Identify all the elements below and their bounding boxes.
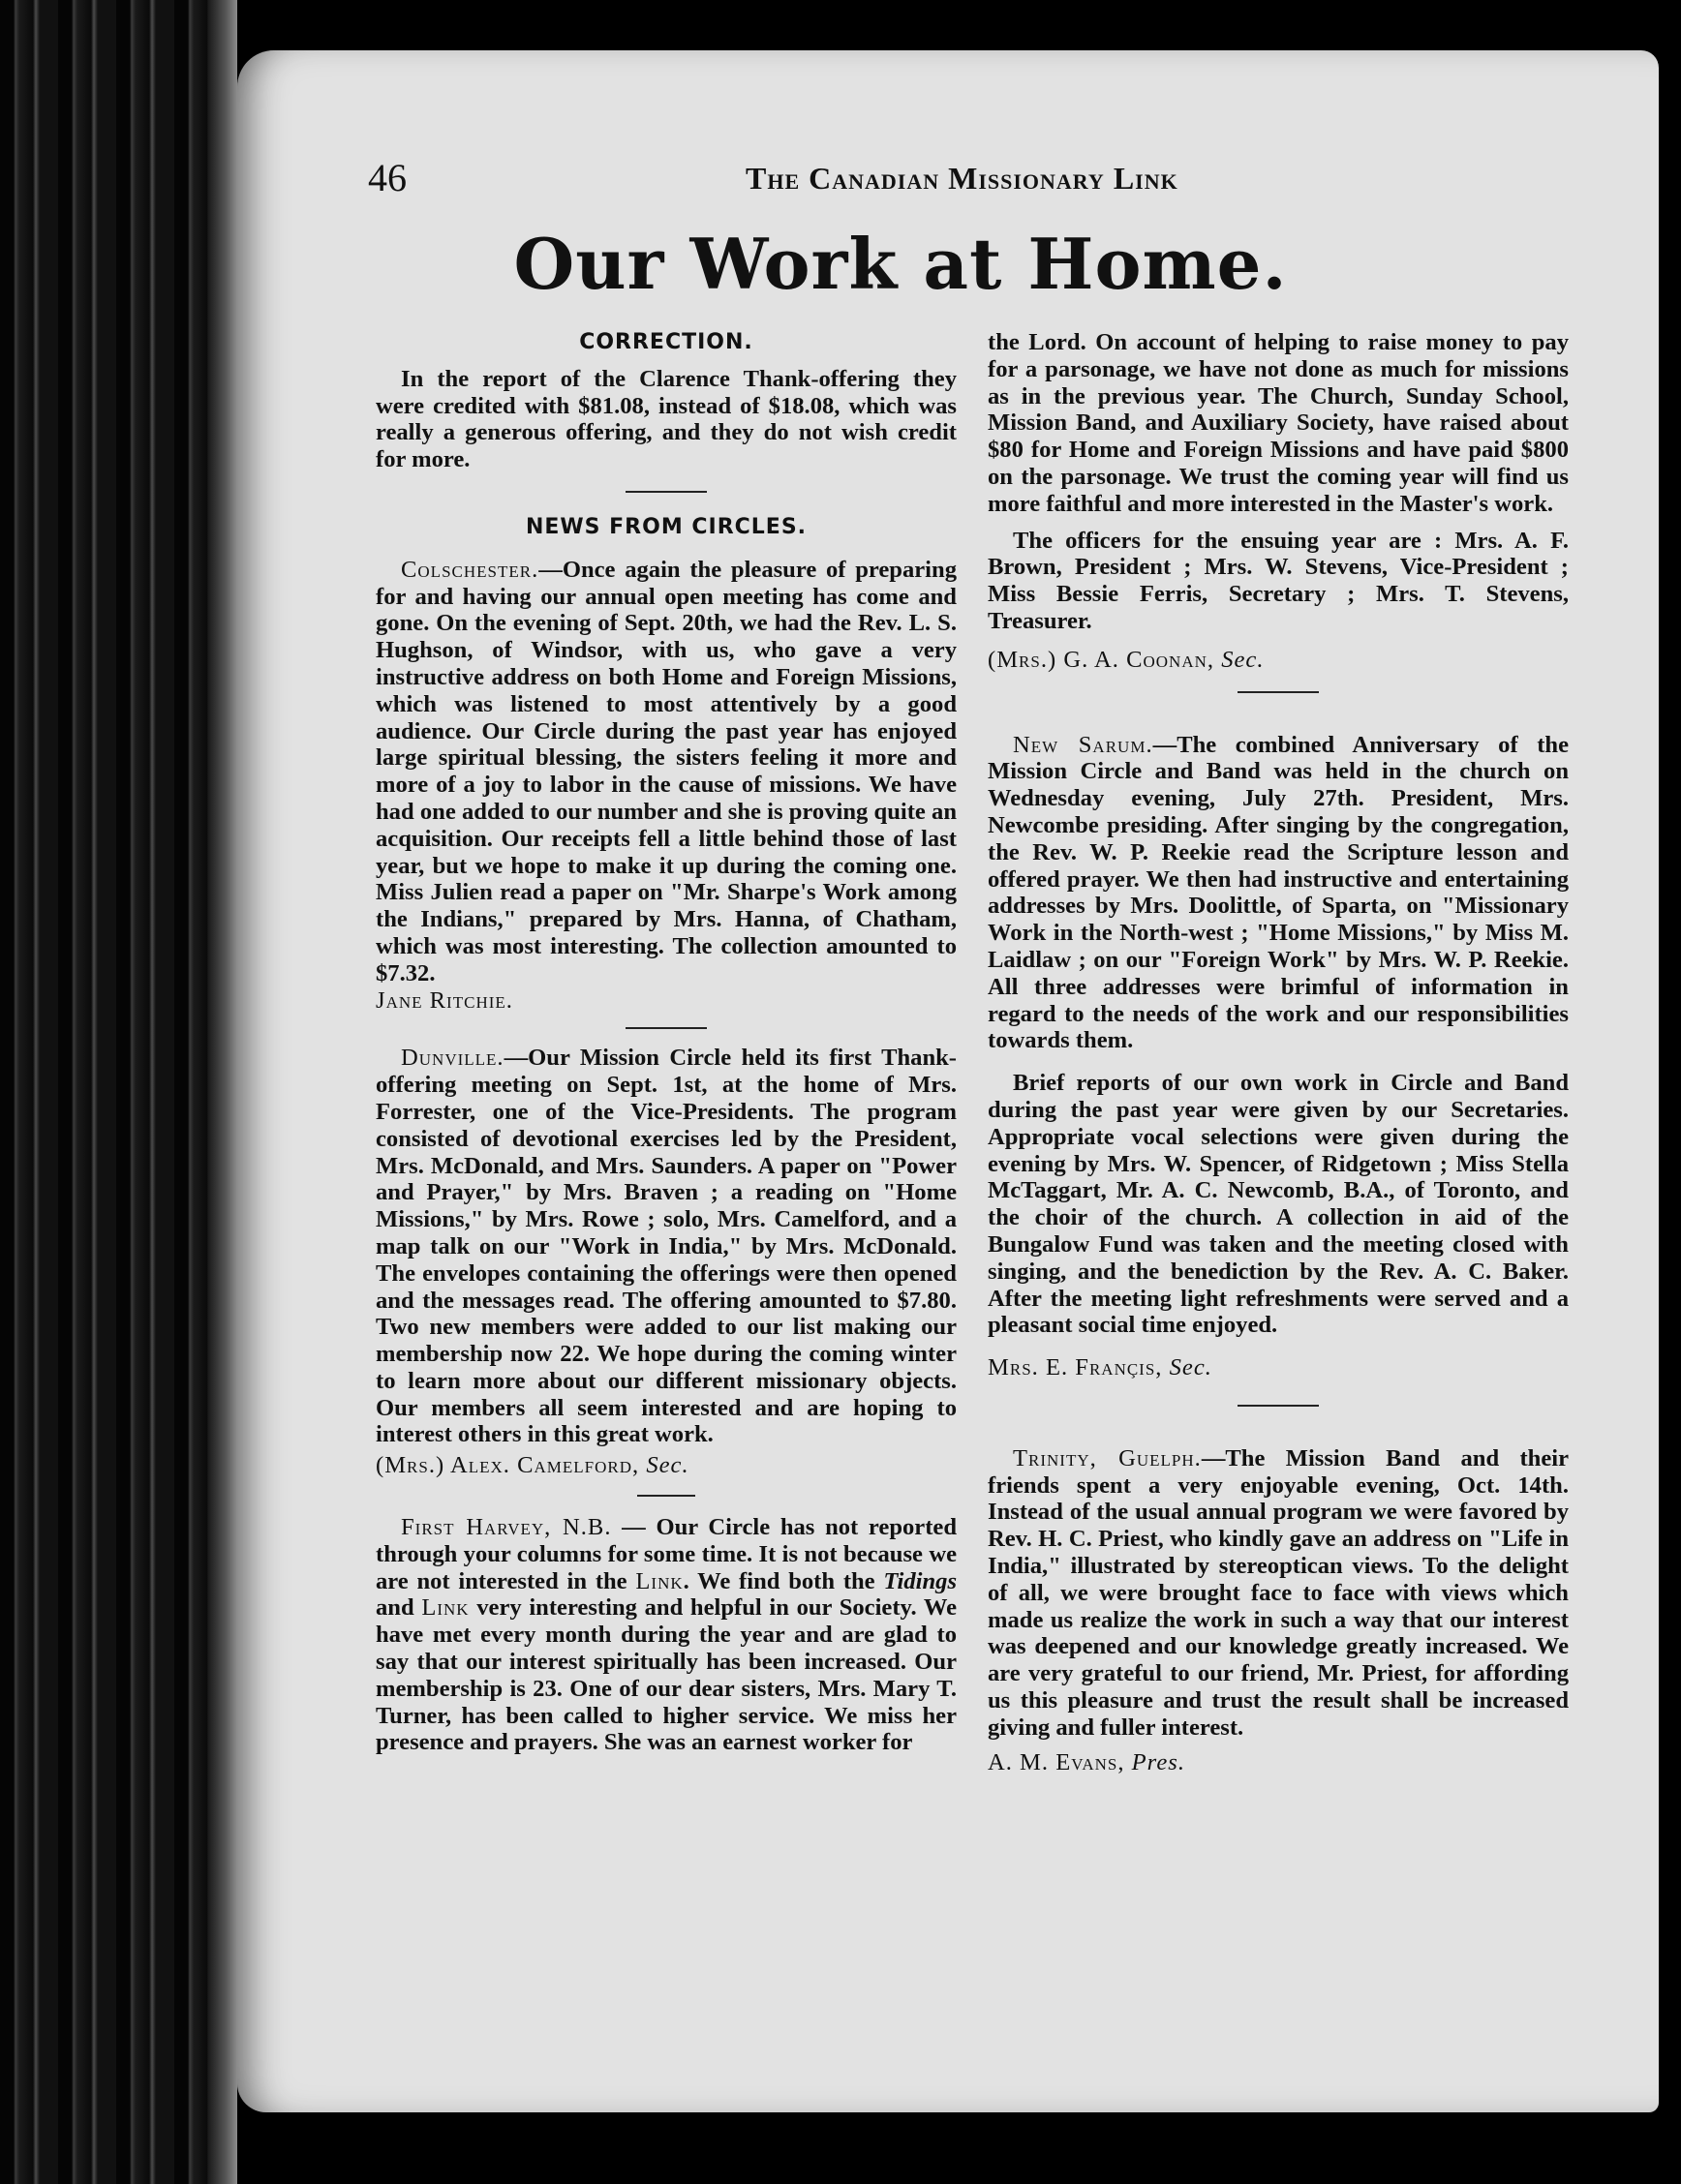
trinity-signature: A. M. Evans, Pres.	[988, 1748, 1185, 1775]
correction-text: In the report of the Clarence Thank-offering they were credited with $81.08, instead of $18.08, which was really a generous offering, and they do not wish credit for more.	[376, 365, 957, 473]
trinity-text: —The Mission Band and their friends spent a very enjoyable evening, Oct. 14th. Instead of the usual annual program we were favored by Rev. H. C. Priest, who kindly gave an address on "Life in India," illustrated by stereoptican views. To the delight of all, we were brought face to face with views which made us realize the work in such a way that our interest was deepened and our knowledge greatly increased. We are very grateful to our friend, Mr. Priest, for affording us this pleasure and trust the result shall be increased giving and fuller interest.	[988, 1444, 1570, 1741]
divider-rule	[626, 1027, 707, 1029]
sarum-place: New Sarum.	[1013, 731, 1153, 758]
divider-rule	[626, 491, 707, 493]
sarum-report-2: Brief reports of our own work in Circle and Band during the past year were given by our Secretaries. Appropriate vocal selections were given during the evening by Mrs. W. Spencer, of Ridgetown ; Miss Stella McTaggart, Mr. A. C. Newcomb, B.A., of Toronto, and the choir of the church. A collection in aid of the Bungalow Fund was taken and the meeting closed with singing, and the benediction by the Rev. A. C. Baker. After the meeting light refreshments were served and a pleasant social time enjoyed.	[988, 1070, 1569, 1339]
book-binding-edge	[0, 0, 237, 2184]
dunville-report	[376, 1045, 957, 1448]
colchester-signature: Jane Ritchie.	[376, 986, 513, 1014]
harvey-officers: The officers for the ensuing year are : Mrs. A. F. Brown, President ; Mrs. W. Stevens, Vice-President ; Miss Bessie Ferris, Secretary ; Mrs. T. Stevens, Treasurer.	[988, 527, 1569, 634]
colchester-text: —Once again the pleasure of preparing for and having our annual open meeting has come and gone. On the evening of Sept. 20th, we had the Rev. L. S. Hughson, of Windsor, with us, who gave a very instructive address on both Home and Foreign Missions, which was listened to most attentively by a good audience. Our Circle during the past year has enjoyed large spiritual blessing, the sisters feeling it more and more of a joy to labor in the cause of missions. We have had one added to our number and she is proving quite an acquisition. Our receipts fell a little behind those of last year, but we hope to make it up during the coming one. Miss Julien read a paper on "Mr. Sharpe's Work among the Indians," prepared by Mrs. Hanna, of Chatham, which was most interesting. The collection amounted to $7.32.	[376, 556, 957, 986]
divider-rule	[1238, 1405, 1319, 1407]
colchester-place: Colschester.	[401, 556, 539, 583]
harvey-report: First Harvey, N.B. — Our Circle has not reported through your columns for some time. It is not because we are not interested in the Link. We find both the Tidings and Link very interesting and helpful in our Society. We have met every month during the year and are glad to say that our interest spiritually has been increased. Our membership is 23. One of our dear sisters, Mrs. Mary T. Turner, has been called to higher service. We miss her presence and prayers. She was an earnest worker for	[376, 1514, 958, 1756]
dunville-text: —Our Mission Circle held its first Thank-offering meeting on Sept. 1st, at the home of Mrs. Forrester, one of the Vice-Presidents. The program consisted of devotional exercises led by the President, Mrs. McDonald, and Mrs. Saunders. A paper on "Power and Prayer," by Mrs. Braven ; a reading on "Home Missions," by Mrs. Rowe ; solo, Mrs. Camelford, and a map talk on our "Work in India," by Mrs. McDonald. The envelopes containing the offerings were then opened and the messages read. The offering amounted to $7.80. Two new members were added to our list making our membership now 22. We hope during the coming winter to learn more about our different missionary objects. Our members all seem interested and are hoping to interest others in this great work.	[376, 1045, 957, 1448]
harvey-continued: the Lord. On account of helping to raise money to pay for a parsonage, we have not done as much for missions as in the previous year. The Church, Sunday School, Mission Band, and Auxiliary Society, have raised about $80 for Home and Foreign Missions and have paid $800 on the parsonage. We trust the coming year will find us more faithful and more interested in the Master's work.	[988, 329, 1569, 517]
sarum-text: —The combined Anniversary of the Mission Circle and Band was held in the church on Wednesday evening, July 27th. President, Mrs. Newcombe presiding. After singing by the congregation, the Rev. W. P. Reekie read the Scripture lesson and offered prayer. We then had instructive and entertaining addresses by Mrs. Doolittle, of Sparta, on "Missionary Work in the North-west ; "Home Missions," by Miss M. Laidlaw ; on our "Foreign Work" by Mrs. W. P. Reekie. All three addresses were brimful of information in regard to the needs of the work and our responsibilities towards them.	[988, 731, 1569, 1054]
news-heading: NEWS FROM CIRCLES.	[525, 514, 808, 539]
dunville-signature: (Mrs.) Alex. Camelford, Sec.	[376, 1452, 689, 1479]
divider-rule	[637, 1495, 695, 1497]
trinity-report	[988, 1445, 1569, 1742]
page-number: 46	[368, 156, 407, 199]
sarum-report	[988, 732, 1569, 1055]
harvey-place: First Harvey, N.B.	[401, 1514, 612, 1541]
page-title: Our Work at Home.	[513, 223, 1288, 305]
running-head: The Canadian Missionary Link	[746, 161, 1178, 196]
divider-rule	[1238, 691, 1319, 693]
colchester-report	[376, 557, 957, 987]
dunville-place: Dunville.	[401, 1045, 504, 1072]
harvey-signature: (Mrs.) G. A. Coonan, Sec.	[988, 646, 1265, 673]
correction-heading: CORRECTION.	[579, 330, 753, 354]
right-column	[988, 329, 1569, 1775]
trinity-place: Trinity, Guelph.	[1013, 1444, 1202, 1471]
sarum-signature: Mrs. E. Françis, Sec.	[988, 1354, 1212, 1381]
left-column	[376, 329, 957, 1756]
